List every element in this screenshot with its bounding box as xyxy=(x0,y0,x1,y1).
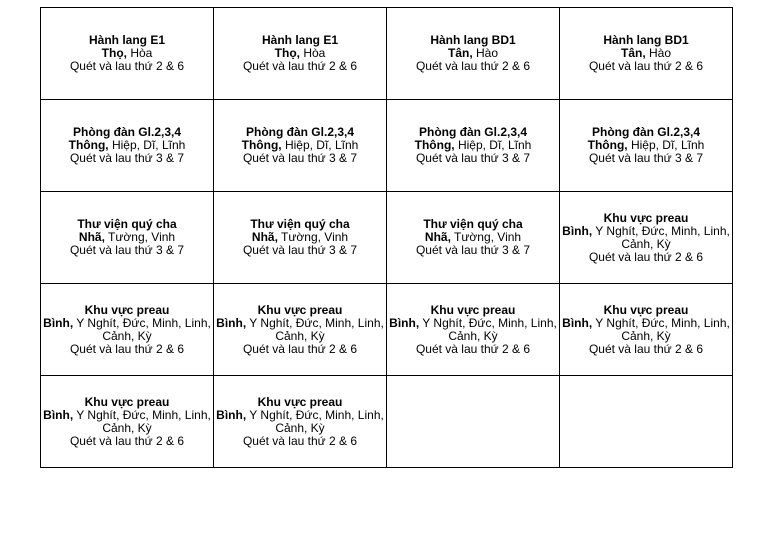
cleaning-schedule: Quét và lau thứ 3 & 7 xyxy=(242,243,358,257)
table-cell xyxy=(41,192,214,284)
cleaning-schedule: Quét và lau thứ 3 & 7 xyxy=(415,243,531,257)
table-cell xyxy=(387,284,560,376)
member-others: Tường, Vinh xyxy=(104,230,176,244)
table-cell xyxy=(214,192,387,284)
member-list xyxy=(41,317,213,343)
area-title: Hành lang BD1 xyxy=(430,33,516,47)
area-title: Khu vực preau xyxy=(603,302,689,317)
cleaning-schedule: Quét và lau thứ 2 & 6 xyxy=(242,59,358,73)
table-cell xyxy=(41,376,214,468)
member-others: Hiệp, Dĩ, Lĩnh xyxy=(627,138,705,152)
member-lead: Bình, xyxy=(389,315,420,330)
member-lead: Thọ, xyxy=(274,46,300,60)
cleaning-schedule: Quét và lau thứ 3 & 7 xyxy=(242,151,358,165)
table-row xyxy=(41,192,733,284)
area-title: Khu vực preau xyxy=(84,302,170,317)
member-others: Y Nghít, Đức, Minh, Linh, Cảnh, Kỳ xyxy=(592,315,730,343)
table-row xyxy=(41,100,733,192)
table-cell xyxy=(214,376,387,468)
member-lead: Bình, xyxy=(43,407,74,422)
member-others: Hiệp, Dĩ, Lĩnh xyxy=(281,138,359,152)
member-lead: Bình, xyxy=(562,223,593,238)
table-cell xyxy=(560,284,733,376)
cleaning-schedule: Quét và lau thứ 3 & 7 xyxy=(69,151,185,165)
member-lead: Nhã, xyxy=(251,230,278,244)
member-list xyxy=(41,409,213,435)
cleaning-schedule: Quét và lau thứ 3 & 7 xyxy=(588,151,704,165)
table-body xyxy=(41,8,733,468)
member-list xyxy=(560,317,732,343)
table-cell xyxy=(560,100,733,192)
member-lead: Thông, xyxy=(587,138,628,152)
cleaning-schedule: Quét và lau thứ 3 & 7 xyxy=(69,243,185,257)
cleaning-schedule: Quét và lau thứ 2 & 6 xyxy=(242,433,358,448)
table-cell xyxy=(560,8,733,100)
member-lead: Thông, xyxy=(414,138,455,152)
cleaning-assignment-table xyxy=(40,7,733,468)
cleaning-schedule: Quét và lau thứ 2 & 6 xyxy=(588,341,704,356)
table-cell xyxy=(41,100,214,192)
member-others: Hiệp, Dĩ, Lĩnh xyxy=(454,138,532,152)
area-title: Khu vực preau xyxy=(257,302,343,317)
area-title: Hành lang BD1 xyxy=(603,33,689,47)
table-row xyxy=(41,284,733,376)
area-title: Phòng đàn Gl.2,3,4 xyxy=(245,125,355,139)
table-row xyxy=(41,376,733,468)
member-others: Y Nghít, Đức, Minh, Linh, Cảnh, Kỳ xyxy=(73,315,211,343)
table-cell xyxy=(214,100,387,192)
member-lead: Tân, xyxy=(447,46,473,60)
member-others: Y Nghít, Đức, Minh, Linh, Cảnh, Kỳ xyxy=(419,315,557,343)
area-title: Hành lang E1 xyxy=(261,33,338,47)
area-title: Thư viện quý cha xyxy=(423,217,523,231)
member-others: Hiệp, Dĩ, Lĩnh xyxy=(108,138,186,152)
area-title: Thư viện quý cha xyxy=(77,217,177,231)
member-others: Hào xyxy=(472,46,499,60)
table-cell xyxy=(214,284,387,376)
member-lead: Thọ, xyxy=(101,46,127,60)
member-others: Tường, Vinh xyxy=(450,230,522,244)
area-title: Hành lang E1 xyxy=(88,33,165,47)
table-cell xyxy=(560,192,733,284)
cleaning-schedule: Quét và lau thứ 2 & 6 xyxy=(242,341,358,356)
area-title: Phòng đàn Gl.2,3,4 xyxy=(591,125,701,139)
member-others: Y Nghít, Đức, Minh, Linh, Cảnh, Kỳ xyxy=(246,315,384,343)
member-others: Hào xyxy=(645,46,672,60)
member-lead: Bình, xyxy=(216,315,247,330)
area-title: Phòng đàn Gl.2,3,4 xyxy=(418,125,528,139)
table-cell xyxy=(41,8,214,100)
member-others: Tường, Vinh xyxy=(277,230,349,244)
cleaning-schedule: Quét và lau thứ 2 & 6 xyxy=(588,249,704,264)
table-cell xyxy=(214,8,387,100)
member-others: Hòa xyxy=(299,46,326,60)
member-list xyxy=(214,409,386,435)
cleaning-schedule: Quét và lau thứ 2 & 6 xyxy=(588,59,704,73)
area-title: Khu vực preau xyxy=(257,394,343,409)
member-lead: Tân, xyxy=(620,46,646,60)
cleaning-schedule: Quét và lau thứ 2 & 6 xyxy=(415,341,531,356)
area-title: Phòng đàn Gl.2,3,4 xyxy=(72,125,182,139)
member-lead: Thông, xyxy=(241,138,282,152)
cleaning-schedule: Quét và lau thứ 2 & 6 xyxy=(69,59,185,73)
member-others: Y Nghít, Đức, Minh, Linh, Cảnh, Kỳ xyxy=(73,407,211,435)
member-lead: Nhã, xyxy=(78,230,105,244)
area-title: Khu vực preau xyxy=(430,302,516,317)
table-cell xyxy=(387,100,560,192)
member-list xyxy=(387,317,559,343)
cleaning-schedule: Quét và lau thứ 3 & 7 xyxy=(415,151,531,165)
member-lead: Nhã, xyxy=(424,230,451,244)
cleaning-schedule: Quét và lau thứ 2 & 6 xyxy=(69,341,185,356)
cleaning-schedule: Quét và lau thứ 2 & 6 xyxy=(415,59,531,73)
member-list xyxy=(560,225,732,251)
member-others: Y Nghít, Đức, Minh, Linh, Cảnh, Kỳ xyxy=(592,223,730,251)
table-cell xyxy=(387,192,560,284)
member-others: Hòa xyxy=(126,46,153,60)
table-cell xyxy=(41,284,214,376)
member-lead: Bình, xyxy=(43,315,74,330)
member-lead: Bình, xyxy=(216,407,247,422)
member-list xyxy=(214,317,386,343)
member-others: Y Nghít, Đức, Minh, Linh, Cảnh, Kỳ xyxy=(246,407,384,435)
table-cell xyxy=(387,8,560,100)
area-title: Khu vực preau xyxy=(603,210,689,225)
empty-cell xyxy=(387,376,560,468)
area-title: Thư viện quý cha xyxy=(250,217,350,231)
cleaning-schedule: Quét và lau thứ 2 & 6 xyxy=(69,433,185,448)
member-lead: Thông, xyxy=(68,138,109,152)
empty-cell xyxy=(560,376,733,468)
table-row xyxy=(41,8,733,100)
member-lead: Bình, xyxy=(562,315,593,330)
area-title: Khu vực preau xyxy=(84,394,170,409)
